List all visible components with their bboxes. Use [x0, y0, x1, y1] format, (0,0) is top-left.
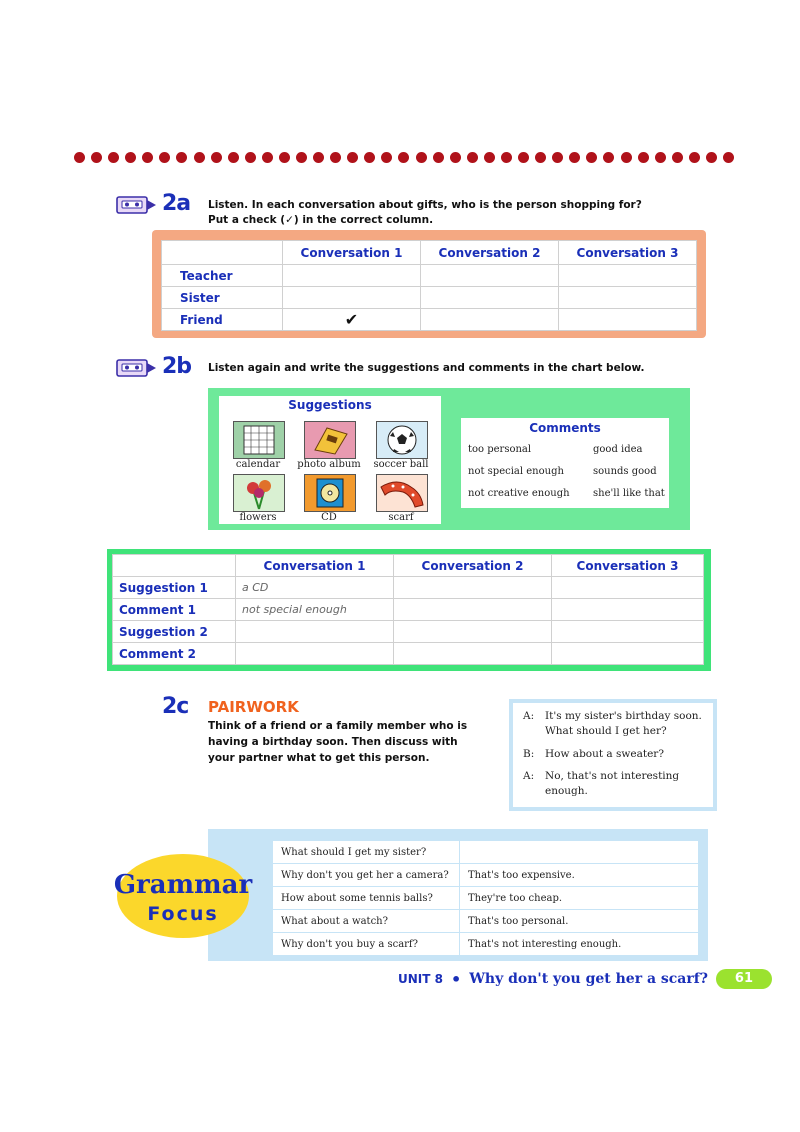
- answer-cell[interactable]: [394, 621, 552, 643]
- answer-cell[interactable]: [236, 643, 394, 665]
- pairwork-line1: Think of a friend or a family member who is: [208, 720, 468, 732]
- check-cell[interactable]: [559, 287, 697, 309]
- table-2a-corner: [162, 241, 283, 265]
- check-cell[interactable]: [283, 265, 421, 287]
- table-row: [113, 621, 704, 643]
- table-row: [273, 910, 698, 933]
- table-2a: [161, 240, 697, 331]
- page-footer: [398, 969, 772, 989]
- dialog-speaker: B:: [523, 748, 535, 760]
- dialog-speaker: A:: [523, 770, 535, 782]
- answer-cell[interactable]: [394, 577, 552, 599]
- check-cell[interactable]: [421, 265, 559, 287]
- dialog-line: enough.: [545, 785, 588, 797]
- grammar-response: That's too expensive.: [460, 864, 699, 887]
- gift-label-soccer-ball: soccer ball: [373, 459, 429, 470]
- cassette-icon[interactable]: [116, 195, 158, 215]
- row-label-friend: Friend: [162, 309, 283, 331]
- table-row: [162, 309, 697, 331]
- comments-title: Comments: [529, 421, 601, 435]
- row-label-teacher: Teacher: [162, 265, 283, 287]
- table-2a-header-3: Conversation 3: [559, 241, 697, 265]
- suggestions-title: Suggestions: [288, 398, 372, 412]
- gift-label-photo-album: photo album: [297, 459, 361, 470]
- dialog-line: No, that's not interesting: [545, 770, 680, 782]
- table-2a-header-1: Conversation 1: [283, 241, 421, 265]
- gift-label-scarf: scarf: [388, 512, 414, 523]
- grammar-response: They're too cheap.: [460, 887, 699, 910]
- table-row: [273, 887, 698, 910]
- grammar-response: That's too personal.: [460, 910, 699, 933]
- answer-cell[interactable]: a CD: [236, 577, 394, 599]
- dialog-speaker: A:: [523, 710, 535, 722]
- pairwork-instructions: [208, 718, 508, 766]
- grammar-question: How about some tennis balls?: [273, 887, 460, 910]
- comment-item: good idea: [593, 444, 643, 455]
- grammar-focus-badge: [112, 850, 254, 942]
- focus-title: Focus: [147, 903, 219, 925]
- instructions-2a-line2: Put a check (✓) in the correct column.: [208, 214, 434, 226]
- answer-cell[interactable]: not special enough: [236, 599, 394, 621]
- table-row: [113, 577, 704, 599]
- gift-label-cd: CD: [321, 512, 337, 523]
- calendar-image: [233, 421, 285, 459]
- row-label-comment-2: Comment 2: [113, 643, 236, 665]
- grammar-question: Why don't you get her a camera?: [273, 864, 460, 887]
- check-cell[interactable]: [421, 287, 559, 309]
- check-cell[interactable]: [283, 287, 421, 309]
- instructions-2a-line1: Listen. In each conversation about gifts, who is the person shopping for?: [208, 199, 642, 211]
- comments-box: [461, 418, 669, 508]
- exercise-number-2c: 2c: [162, 694, 189, 719]
- footer-title: Why don't you get her a scarf?: [469, 971, 708, 987]
- footer-bullet: •: [450, 969, 462, 989]
- pairwork-line2: having a birthday soon. Then discuss with: [208, 736, 458, 748]
- grammar-question: What about a watch?: [273, 910, 460, 933]
- scarf-image: [376, 474, 428, 512]
- page-number-badge: 61: [716, 969, 772, 989]
- cd-image: [304, 474, 356, 512]
- answer-cell[interactable]: [552, 621, 704, 643]
- pairwork-line3: your partner what to get this person.: [208, 752, 430, 764]
- cassette-icon[interactable]: [116, 358, 158, 378]
- answer-cell[interactable]: [394, 643, 552, 665]
- soccer-ball-image: [376, 421, 428, 459]
- answer-cell[interactable]: [236, 621, 394, 643]
- table-row: [273, 841, 698, 864]
- dialog-line: It's my sister's birthday soon.: [545, 710, 702, 722]
- gift-label-calendar: calendar: [235, 459, 281, 470]
- grammar-focus-table: [273, 841, 698, 956]
- check-cell[interactable]: [559, 309, 697, 331]
- table-2a-header-2: Conversation 2: [421, 241, 559, 265]
- footer-unit: UNIT 8: [398, 972, 443, 986]
- check-cell[interactable]: ✔: [283, 309, 421, 331]
- answer-cell[interactable]: [552, 577, 704, 599]
- table-row: [162, 287, 697, 309]
- answer-cell[interactable]: [552, 599, 704, 621]
- dialog-line: How about a sweater?: [545, 748, 664, 760]
- table-2b-header-3: Conversation 3: [552, 555, 704, 577]
- row-label-comment-1: Comment 1: [113, 599, 236, 621]
- table-row: [273, 933, 698, 956]
- grammar-title: Grammar: [113, 870, 253, 900]
- dialog-line: What should I get her?: [545, 725, 667, 737]
- photo-album-image: [304, 421, 356, 459]
- instructions-2a: [208, 198, 708, 228]
- table-row: [113, 599, 704, 621]
- suggestions-box: [219, 396, 441, 524]
- dotted-border: [74, 150, 734, 164]
- check-cell[interactable]: [421, 309, 559, 331]
- table-2b: [112, 554, 704, 665]
- comment-item: not creative enough: [468, 488, 570, 499]
- exercise-number-2a: 2a: [162, 191, 191, 216]
- table-2b-corner: [113, 555, 236, 577]
- table-row: [113, 643, 704, 665]
- flowers-image: [233, 474, 285, 512]
- exercise-number-2b: 2b: [162, 354, 192, 379]
- check-cell[interactable]: [559, 265, 697, 287]
- gift-label-flowers: flowers: [239, 512, 277, 523]
- pairwork-title: PAIRWORK: [208, 698, 299, 716]
- table-2b-header-1: Conversation 1: [236, 555, 394, 577]
- table-2b-header-2: Conversation 2: [394, 555, 552, 577]
- row-label-suggestion-1: Suggestion 1: [113, 577, 236, 599]
- grammar-response: That's not interesting enough.: [460, 933, 699, 956]
- comment-item: not special enough: [468, 466, 564, 477]
- sample-dialog-box: [509, 699, 717, 811]
- comment-item: too personal: [468, 444, 532, 455]
- table-row: [162, 265, 697, 287]
- comment-item: sounds good: [593, 466, 657, 477]
- answer-cell[interactable]: [394, 599, 552, 621]
- row-label-suggestion-2: Suggestion 2: [113, 621, 236, 643]
- grammar-question: What should I get my sister?: [273, 841, 460, 864]
- instructions-2b: Listen again and write the suggestions and comments in the chart below.: [208, 362, 645, 374]
- grammar-response: [460, 841, 699, 864]
- comment-item: she'll like that: [593, 488, 665, 499]
- row-label-sister: Sister: [162, 287, 283, 309]
- answer-cell[interactable]: [552, 643, 704, 665]
- grammar-question: Why don't you buy a scarf?: [273, 933, 460, 956]
- table-row: [273, 864, 698, 887]
